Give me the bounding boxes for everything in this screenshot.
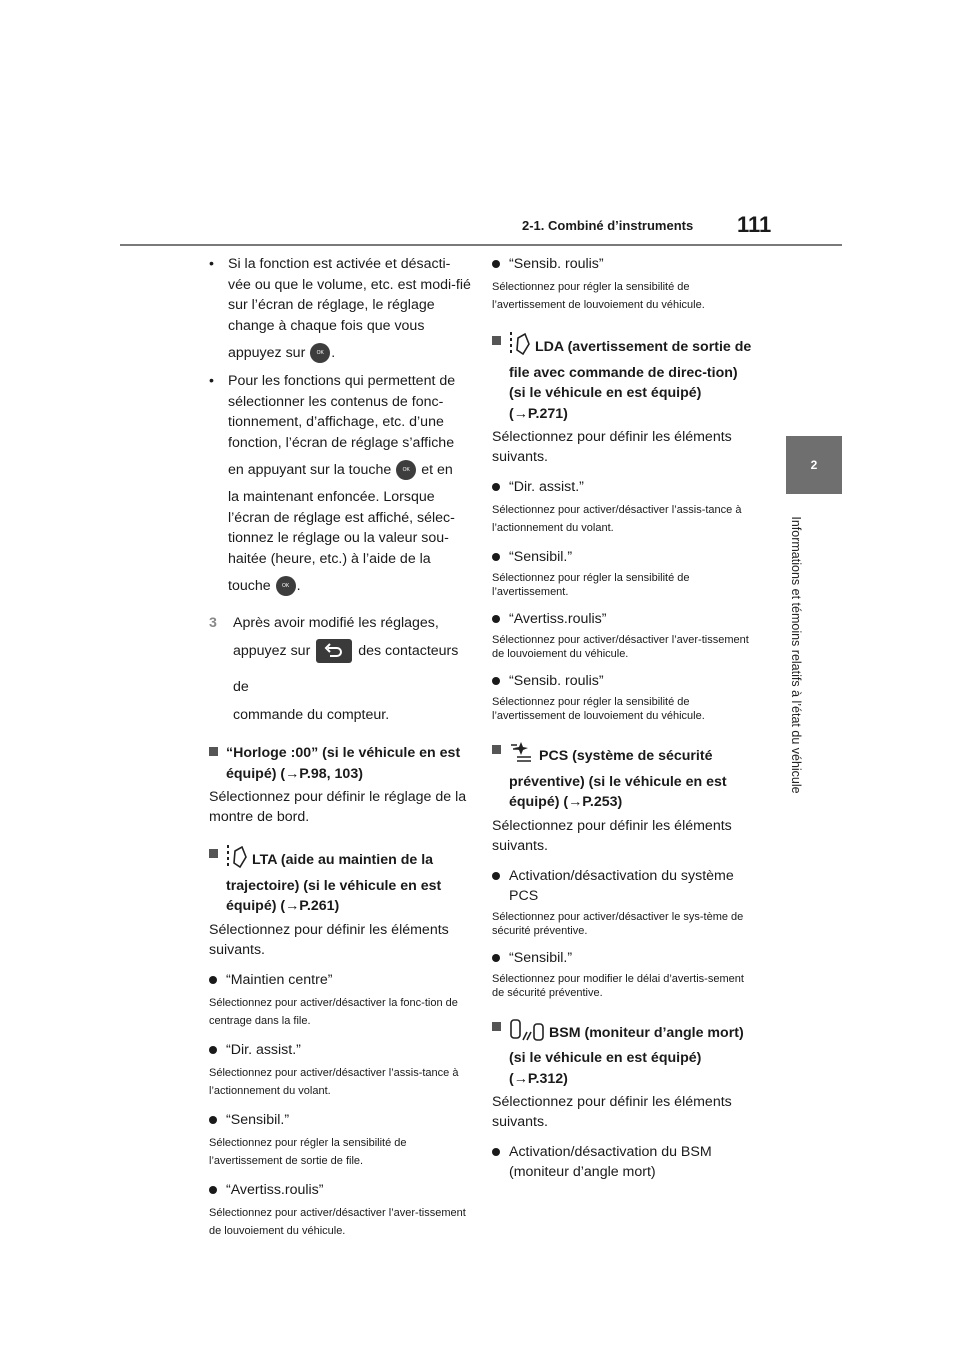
list-item: “Sensibil.”	[492, 948, 752, 968]
item-description: Sélectionnez pour régler la sensibilité de l’avertissement de louvoiement du véhicule.	[492, 281, 705, 311]
heading-bsm: BSM (moniteur d’angle mort) (si le véhicule en est équipé) (→P.312)	[492, 1018, 752, 1090]
heading-lta: LTA (aide au maintien de la trajectoire) (si le véhicule en est équipé) (→P.261)	[209, 845, 471, 917]
note-bullet: • Pour les fonctions qui permettent de sélectionner les contenus de fonc-tionnement, d’affichage, etc. d’une fonction, l’écran de réglage s’affiche en appuyant sur la touche OK et en la maintenant enfoncée. Lorsque l’écran de réglage est affiché, sélec-tionnez le réglage ou la valeur sou-haitée (heure, etc.) à l’aide de la touche OK .	[209, 371, 471, 603]
note-bullet: • Si la fonction est activée et désacti-vée ou que le volume, etc. est modi-fié sur l’écran de réglage, le réglage change à chaque fois que vous appuyez sur OK .	[209, 254, 471, 370]
paragraph: Sélectionnez pour définir les éléments suivants.	[209, 921, 449, 958]
list-item: “Dir. assist.”	[209, 1040, 471, 1060]
item-description: Sélectionnez pour activer/désactiver l’assis-tance à l’actionnement du volant.	[209, 1066, 459, 1097]
ok-button-icon: OK	[276, 576, 296, 596]
list-item: “Dir. assist.”	[492, 477, 752, 497]
back-button-icon	[316, 639, 352, 663]
square-bullet-icon	[492, 745, 501, 754]
header-divider	[120, 244, 842, 246]
list-item: “Avertiss.roulis”	[492, 609, 752, 629]
chapter-number: 2	[810, 458, 818, 472]
list-item: “Sensibil.”	[209, 1110, 471, 1130]
paragraph: Sélectionnez pour définir le réglage de la montre de bord.	[209, 789, 467, 825]
paragraph: Sélectionnez pour définir les éléments suivants.	[492, 1094, 732, 1130]
item-description: Sélectionnez pour régler la sensibilité de l’avertissement de louvoiement du véhicule.	[492, 696, 705, 722]
lda-icon	[509, 332, 531, 363]
list-item: “Sensib. roulis”	[492, 254, 752, 274]
left-column	[209, 254, 471, 1240]
paragraph: Sélectionnez pour définir les éléments suivants.	[492, 817, 732, 854]
ok-button-icon: OK	[396, 460, 416, 480]
heading-pcs: PCS (système de sécurité préventive) (si le véhicule en est équipé) (→P.253)	[492, 741, 752, 813]
bsm-icon	[509, 1018, 545, 1049]
list-item: Activation/désactivation du BSM (moniteur d’angle mort)	[492, 1142, 752, 1182]
list-item: “Maintien centre”	[209, 970, 471, 990]
paragraph: Sélectionnez pour définir les éléments suivants.	[492, 429, 732, 465]
list-item: Activation/désactivation du système PCS	[492, 866, 752, 906]
item-description: Sélectionnez pour activer/désactiver l’assis-tance à l’actionnement du volant.	[492, 504, 742, 534]
section-title: 2-1. Combiné d’instruments	[522, 218, 694, 233]
chapter-title-vertical: Informations et témoins relatifs à l’état du véhicule	[789, 516, 803, 794]
item-description: Sélectionnez pour activer/désactiver le sys-tème de sécurité préventive.	[492, 910, 744, 937]
square-bullet-icon	[209, 849, 218, 858]
heading-lda: LDA (avertissement de sortie de file avec commande de direc-tion) (si le véhicule en est équipé) (→P.271)	[492, 332, 752, 424]
item-description: Sélectionnez pour activer/désactiver la fonc-tion de centrage dans la file.	[209, 996, 458, 1027]
right-column	[492, 254, 752, 1182]
step-3: 3 Après avoir modifié les réglages, appuyez sur des contacteurs de commande du compteur.	[209, 615, 459, 723]
item-description: Sélectionnez pour modifier le délai d’avertis-sement de sécurité préventive.	[492, 972, 744, 999]
lta-icon	[226, 845, 248, 876]
item-description: Sélectionnez pour activer/désactiver l’aver-tissement de louvoiement du véhicule.	[209, 1206, 466, 1237]
square-bullet-icon	[492, 1022, 501, 1031]
list-item: “Sensib. roulis”	[492, 671, 752, 691]
chapter-tab	[786, 436, 842, 494]
item-description: Sélectionnez pour régler la sensibilité de l’avertissement de sortie de file.	[209, 1136, 407, 1167]
ok-button-icon: OK	[310, 343, 330, 363]
pcs-icon	[509, 741, 535, 772]
list-item: “Sensibil.”	[492, 547, 752, 567]
item-description: Sélectionnez pour régler la sensibilité de l’avertissement.	[492, 572, 690, 598]
page-number: 111	[737, 212, 772, 237]
square-bullet-icon	[209, 747, 218, 756]
item-description: Sélectionnez pour activer/désactiver l’aver-tissement de louvoiement du véhicule.	[492, 634, 749, 660]
list-item: “Avertiss.roulis”	[209, 1180, 471, 1200]
square-bullet-icon	[492, 336, 501, 345]
heading-horloge: “Horloge :00” (si le véhicule en est équipé) (→P.98, 103)	[209, 743, 471, 784]
